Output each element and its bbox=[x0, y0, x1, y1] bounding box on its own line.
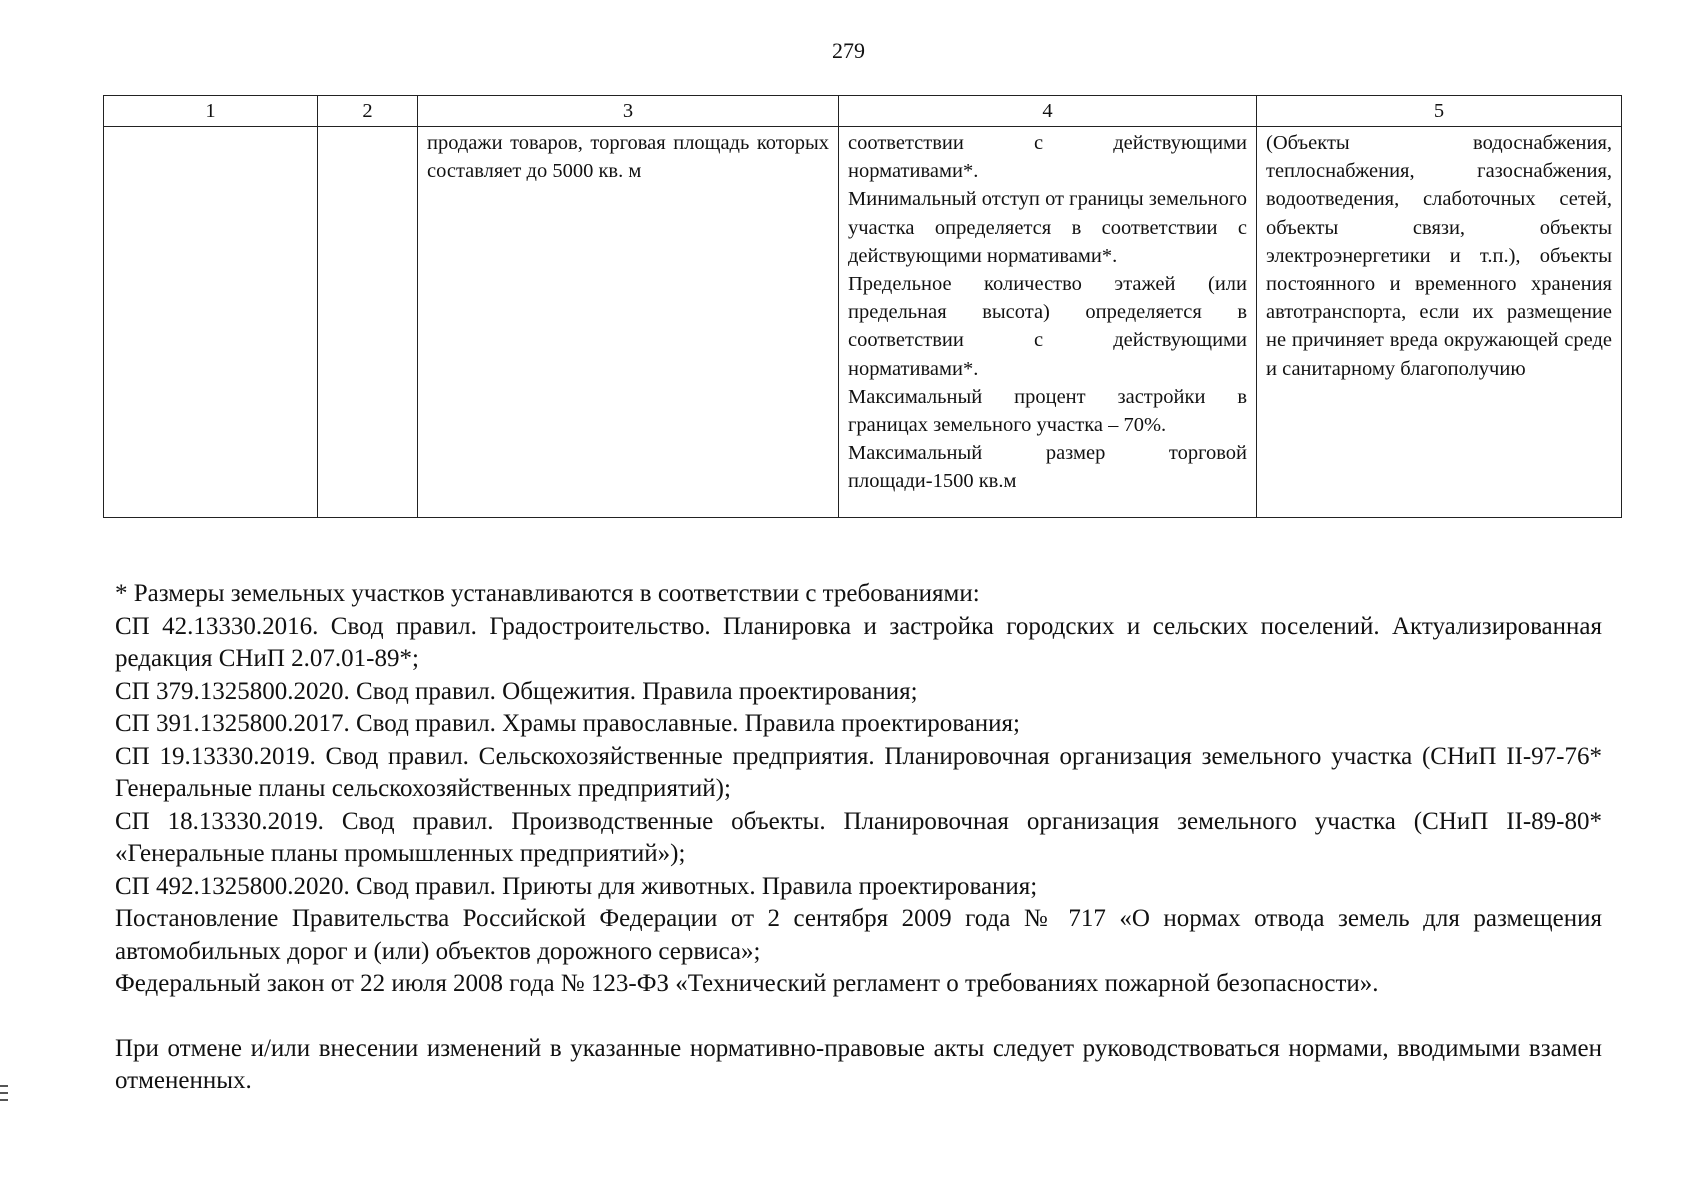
footnote-line: Постановление Правительства Российской Федерации от 2 сентября 2009 года № 717 «О нормах отвода земель для размещения автомобильных дорог и (или) объектов дорожного сервиса»; bbox=[115, 905, 1602, 965]
footnote-line: Федеральный закон от 22 июля 2008 года № 123-ФЗ «Технический регламент о требованиях пожарной безопасности». bbox=[115, 970, 1379, 997]
regulations-table bbox=[103, 95, 1622, 518]
cell-col3 bbox=[418, 127, 839, 518]
cell-col1 bbox=[104, 127, 318, 518]
footnote-line: СП 42.13330.2016. Свод правил. Градостроительство. Планировка и застройка городских и сельских поселений. Актуализированная редакция СНиП 2.07.01-89*; bbox=[115, 612, 1602, 672]
final-note: При отмене и/или внесении изменений в указанные нормативно-правовые акты следует руководствоваться нормами, вводимыми взамен отмененных. bbox=[115, 1034, 1602, 1094]
parameter-text: Предельное количество этажей (или предельная высота) определяется в соответствии с действующими нормативами*. bbox=[848, 273, 1247, 380]
footnote-line: СП 492.1325800.2020. Свод правил. Приюты для животных. Правила проектирования; bbox=[115, 872, 1038, 900]
parameter-text: Максимальный процент застройки в границах земельного участка – 70%. bbox=[848, 385, 1247, 437]
column-header-5: 5 bbox=[1257, 96, 1622, 127]
cell-col5-text: (Объекты водоснабжения, теплоснабжения, газоснабжения, водоотведения, слаботочных сетей, объекты связи, объекты электроэнергетики и т.п.), объекты постоянного и временного хранения автотранспорта, если их размещение не причиняет вреда окружающей среде и санитарному благополучию bbox=[1266, 132, 1612, 380]
margin-scan-mark bbox=[0, 1085, 8, 1107]
column-header-4: 4 bbox=[839, 96, 1257, 127]
cell-col3-text: продажи товаров, торговая площадь которых составляет до 5000 кв. м bbox=[427, 132, 829, 183]
footnote-line: СП 19.13330.2019. Свод правил. Сельскохозяйственные предприятия. Планировочная организация земельного участка (СНиП II-97-76* Генеральные планы сельскохозяйственных предприятий); bbox=[115, 742, 1602, 802]
table-row bbox=[104, 127, 1622, 518]
parameter-text: Минимальный отступ от границы земельного участка определяется в соответствии с действующими нормативами*. bbox=[848, 188, 1247, 267]
footnote-line: СП 379.1325800.2020. Свод правил. Общежития. Правила проектирования; bbox=[115, 677, 918, 705]
footnote-line: СП 391.1325800.2017. Свод правил. Храмы православные. Правила проектирования; bbox=[115, 710, 1020, 737]
cell-col2 bbox=[318, 127, 418, 518]
table-header-row bbox=[104, 96, 1622, 127]
parameter-text: соответствии с действующими нормативами*. bbox=[848, 132, 1247, 183]
parameter-text: Максимальный размер торговой площади-1500 кв.м bbox=[848, 442, 1247, 493]
column-header-2: 2 bbox=[318, 96, 418, 127]
column-header-3: 3 bbox=[418, 96, 839, 127]
cell-col4 bbox=[839, 127, 1257, 518]
page-number: 279 bbox=[832, 38, 865, 63]
footnote-line: * Размеры земельных участков устанавливаются в соответствии с требованиями: bbox=[115, 580, 980, 607]
cell-col5 bbox=[1257, 127, 1622, 518]
footnote-line: СП 18.13330.2019. Свод правил. Производственные объекты. Планировочная организация земельного участка (СНиП II-89-80* «Генеральные планы промышленных предприятий»); bbox=[115, 807, 1602, 867]
footnotes bbox=[115, 578, 1602, 1098]
column-header-1: 1 bbox=[104, 96, 318, 127]
